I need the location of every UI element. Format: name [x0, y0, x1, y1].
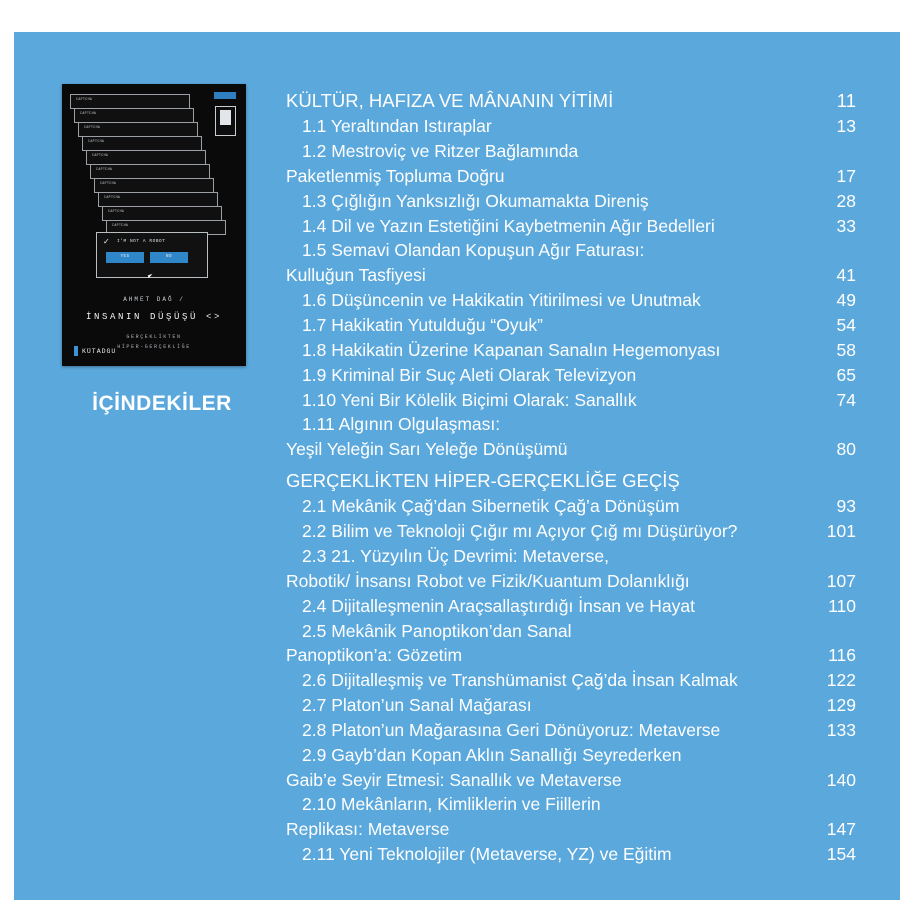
toc-label: 1.3 Çığlığın Yanksızlığı Okumamakta Direniş	[302, 190, 649, 211]
toc-entry-row[interactable]	[286, 238, 856, 263]
toc-page-number: 17	[836, 165, 856, 186]
toc-label: 2.5 Mekânik Panoptikon’dan Sanal	[302, 620, 572, 641]
publisher-name: KÜTADGU	[82, 347, 117, 355]
stack-card-label: CAPTCHA	[108, 209, 125, 213]
toc-continuation-row[interactable]	[286, 569, 856, 594]
contents-panel	[14, 32, 900, 900]
toc-page-number: 74	[836, 389, 856, 410]
toc-label: 1.6 Düşüncenin ve Hakikatin Yitirilmesi ve Unutmak	[302, 290, 701, 311]
toc-label: 1.9 Kriminal Bir Suç Aleti Olarak Televizyon	[302, 364, 637, 385]
stack-card-label: CAPTCHA	[96, 167, 113, 171]
captcha-label: I'M NOT A ROBOT	[117, 239, 166, 244]
captcha-yes-button: YES	[106, 252, 144, 263]
toc-label: GERÇEKLİKTEN HİPER-GERÇEKLİĞE GEÇİŞ	[286, 470, 680, 492]
stack-card	[94, 178, 214, 193]
toc-entry-row[interactable]	[286, 189, 856, 214]
stack-card	[78, 122, 198, 137]
stack-card	[90, 164, 210, 179]
toc-continuation-row[interactable]	[286, 164, 856, 189]
toc-entry-row[interactable]	[286, 544, 856, 569]
toc-page-number: 147	[826, 819, 856, 840]
toc-label: 1.8 Hakikatin Üzerine Kapanan Sanalın Hegemonyası	[302, 339, 721, 360]
toc-page-number: 110	[828, 595, 856, 616]
stack-card-label: CAPTCHA	[80, 111, 97, 115]
toc-chapter-row[interactable]	[286, 88, 856, 114]
toc-page-number: 93	[836, 496, 856, 517]
stack-card-label: CAPTCHA	[84, 125, 101, 129]
toc-entry-row[interactable]	[286, 792, 856, 817]
stack-card-label: CAPTCHA	[88, 139, 105, 143]
toc-entry-row[interactable]	[286, 139, 856, 164]
toc-entry-row[interactable]	[286, 743, 856, 768]
toc-label: 2.9 Gayb’dan Kopan Aklın Sanallığı Seyrederken	[302, 744, 682, 765]
toc-label: Yeşil Yeleğin Sarı Yeleğe Dönüşümü	[286, 439, 568, 460]
toc-page-number: 154	[826, 844, 856, 865]
toc-entry-row[interactable]	[286, 619, 856, 644]
stack-card	[86, 150, 206, 165]
toc-page-number: 140	[826, 769, 856, 790]
toc-entry-row[interactable]	[286, 519, 856, 544]
toc-page-number: 33	[836, 215, 856, 236]
stack-card	[70, 94, 190, 109]
stack-card-label: CAPTCHA	[104, 195, 121, 199]
captcha-widget	[96, 232, 208, 278]
toc-entry-row[interactable]	[286, 668, 856, 693]
toc-entry-row[interactable]	[286, 693, 856, 718]
stack-card	[82, 136, 202, 151]
table-of-contents	[286, 88, 856, 867]
stack-card-label: CAPTCHA	[92, 153, 109, 157]
toc-label: 1.11 Algının Olgulaşması:	[302, 414, 501, 435]
toc-label: 1.2 Mestroviç ve Ritzer Bağlamında	[302, 141, 579, 162]
toc-label: 1.4 Dil ve Yazın Estetiğini Kaybetmenin Ağır Bedelleri	[302, 215, 715, 236]
toc-entry-row[interactable]	[286, 842, 856, 867]
toc-entry-row[interactable]	[286, 412, 856, 437]
toc-page-number: 65	[836, 364, 856, 385]
toc-label: 2.8 Platon’un Mağarasına Geri Dönüyoruz: Metaverse	[302, 719, 721, 740]
toc-entry-row[interactable]	[286, 494, 856, 519]
toc-page-number: 116	[828, 645, 856, 666]
stack-card	[102, 206, 222, 221]
book-cover-image	[62, 84, 246, 366]
toc-label: 2.7 Platon’un Sanal Mağarası	[302, 695, 532, 716]
toc-label: 2.1 Mekânik Çağ’dan Sibernetik Çağ’a Dönüşüm	[302, 496, 680, 517]
toc-entry-row[interactable]	[286, 338, 856, 363]
toc-page-number: 133	[826, 719, 856, 740]
cover-badge	[214, 92, 236, 99]
toc-entry-row[interactable]	[286, 214, 856, 239]
stack-card	[74, 108, 194, 123]
toc-label: 2.3 21. Yüzyılın Üç Devrimi: Metaverse,	[302, 546, 610, 567]
toc-page-number: 41	[836, 265, 856, 286]
toc-page-number: 11	[836, 90, 856, 111]
toc-label: 1.1 Yeraltından Istıraplar	[302, 116, 492, 137]
publisher-mark-icon	[74, 346, 78, 356]
toc-page-number: 122	[826, 670, 856, 691]
toc-label: 1.7 Hakikatin Yutulduğu “Oyuk”	[302, 315, 543, 336]
captcha-card-stack	[70, 94, 238, 254]
cover-subtitle-line1: GERÇEKLİKTEN	[126, 334, 182, 340]
stack-card-label: CAPTCHA	[100, 181, 117, 185]
toc-label: 2.11 Yeni Teknolojiler (Metaverse, YZ) ve Eğitim	[302, 844, 672, 865]
cover-title: İNSANIN DÜŞÜŞÜ <>	[85, 312, 222, 322]
toc-continuation-row[interactable]	[286, 768, 856, 793]
stack-card	[98, 192, 218, 207]
toc-label: 1.5 Semavi Olandan Kopuşun Ağır Faturası:	[302, 240, 645, 261]
toc-label: KÜLTÜR, HAFIZA VE MÂNANIN YİTİMİ	[286, 90, 614, 111]
toc-page-number: 58	[836, 339, 856, 360]
toc-entry-row[interactable]	[286, 288, 856, 313]
toc-label: Paketlenmiş Topluma Doğru	[286, 165, 505, 186]
toc-label: 2.2 Bilim ve Teknoloji Çığır mı Açıyor Çığ mı Düşürüyor?	[302, 521, 738, 542]
toc-page-number: 54	[836, 315, 856, 336]
toc-entry-row[interactable]	[286, 388, 856, 413]
publisher-logo	[74, 346, 116, 356]
toc-continuation-row[interactable]	[286, 437, 856, 462]
toc-label: 2.4 Dijitalleşmenin Araçsallaştırdığı İnsan ve Hayat	[302, 595, 695, 616]
toc-page-number: 129	[826, 695, 856, 716]
toc-label: 1.10 Yeni Bir Kölelik Biçimi Olarak: Sanallık	[302, 389, 637, 410]
toc-entry-row[interactable]	[286, 718, 856, 743]
toc-page-number: 13	[836, 116, 856, 137]
toc-page-number: 80	[836, 439, 856, 460]
captcha-no-button: NO	[150, 252, 188, 263]
toc-label: Panoptikon’a: Gözetim	[286, 645, 463, 666]
toc-label: Robotik/ İnsansı Robot ve Fizik/Kuantum Dolanıklığı	[286, 570, 690, 591]
cover-subtitle-line2: HİPER-GERÇEKLİĞE	[117, 344, 191, 350]
toc-entry-row[interactable]	[286, 114, 856, 139]
toc-entry-row[interactable]	[286, 313, 856, 338]
check-icon: ✓	[103, 237, 110, 246]
toc-label: 2.10 Mekânların, Kimliklerin ve Fiillerin	[302, 794, 601, 815]
toc-page-number: 107	[826, 570, 856, 591]
toc-page-number: 28	[836, 190, 856, 211]
toc-entry-row[interactable]	[286, 594, 856, 619]
toc-page-number: 49	[836, 290, 856, 311]
toc-label: 2.6 Dijitalleşmiş ve Transhümanist Çağ’da İnsan Kalmak	[302, 670, 738, 691]
toc-continuation-row[interactable]	[286, 817, 856, 842]
stack-card-label: CAPTCHA	[112, 223, 129, 227]
toc-label: Kulluğun Tasfiyesi	[286, 265, 426, 286]
toc-label: Replikası: Metaverse	[286, 819, 450, 840]
stack-card-label: CAPTCHA	[76, 97, 93, 101]
toc-label: Gaib’e Seyir Etmesi: Sanallık ve Metaverse	[286, 769, 622, 790]
phone-icon	[215, 106, 236, 136]
left-column	[62, 84, 262, 416]
toc-page-number: 101	[826, 521, 856, 542]
toc-continuation-row[interactable]	[286, 263, 856, 288]
toc-continuation-row[interactable]	[286, 643, 856, 668]
cover-author: AHMET DAĞ /	[123, 296, 185, 303]
toc-entry-row[interactable]	[286, 363, 856, 388]
contents-heading: İÇİNDEKİLER	[92, 392, 232, 415]
toc-chapter-row[interactable]	[286, 468, 856, 494]
